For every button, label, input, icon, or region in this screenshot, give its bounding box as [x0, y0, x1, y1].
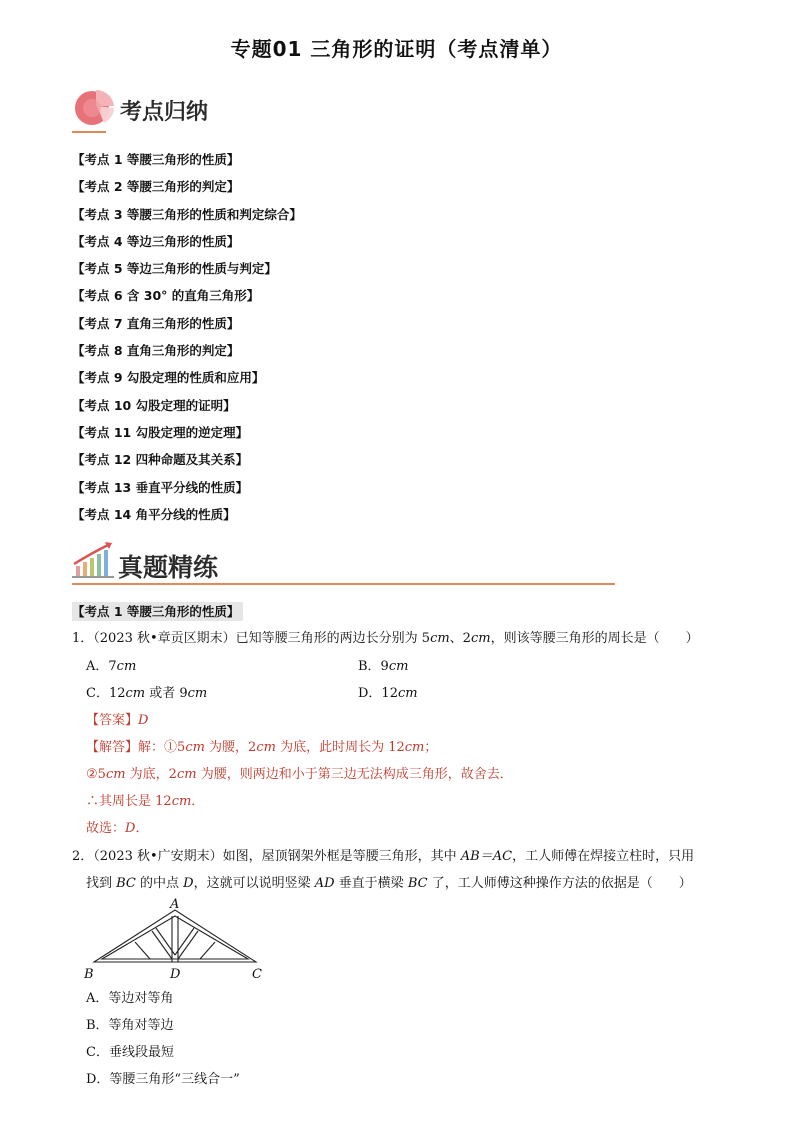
q2-option-d: D．等腰三角形“三线合一”	[86, 1072, 240, 1087]
page-title: 专题01 三角形的证明（考点清单）	[230, 37, 563, 61]
list-item: 【考点 2 等腰三角形的判定】	[72, 179, 240, 195]
vertex-label-c: C	[252, 967, 262, 982]
roof-truss-diagram	[80, 898, 280, 983]
section-underline	[72, 131, 106, 133]
bar-chart-icon	[72, 540, 118, 580]
list-item: 【考点 4 等边三角形的性质】	[72, 233, 240, 249]
q1-conclusion: ∴其周长是 12cm．	[86, 794, 205, 809]
q1-choice: 故选：D．	[86, 821, 149, 836]
list-item: 【考点 13 垂直平分线的性质】	[72, 479, 249, 495]
vertex-label-b: B	[84, 967, 94, 982]
list-item: 【考点 10 勾股定理的证明】	[72, 397, 236, 413]
list-item: 【考点 14 角平分线的性质】	[72, 506, 236, 522]
section-header-kaodian-guina	[72, 86, 252, 136]
list-item: 【考点 7 直角三角形的性质】	[72, 315, 240, 331]
section-underline	[72, 583, 615, 585]
current-kaodian-tag: 【考点 1 等腰三角形的性质】	[72, 602, 243, 621]
list-item: 【考点 6 含 30° 的直角三角形】	[72, 288, 260, 304]
list-item: 【考点 8 直角三角形的判定】	[72, 343, 240, 359]
list-item: 【考点 3 等腰三角形的性质和判定综合】	[72, 206, 302, 222]
q1-solution-step1: 【解答】解：①5cm 为腰，2cm 为底，此时周长为 12cm；	[86, 740, 438, 755]
section-label-zhenti-jinglian: 真题精练	[118, 553, 219, 582]
q1-answer: 【答案】D	[86, 713, 149, 728]
vertex-label-a: A	[170, 897, 180, 912]
q1-option-c: C．12cm 或者 9cm	[86, 686, 208, 701]
list-item: 【考点 11 勾股定理的逆定理】	[72, 424, 249, 440]
section-header-zhenti-jinglian	[72, 540, 617, 588]
q2-stem-line2: 找到 BC 的中点 D，这就可以说明竖梁 AD 垂直于横梁 BC 了，工人师傅这种操作方法的依据是（ ）	[86, 876, 692, 891]
q2-stem-line1: 2．（2023 秋•广安期末）如图，屋顶钢架外框是等腰三角形，其中 AB＝AC，工人师傅在焊接立柱时，只用	[72, 849, 695, 864]
q1-option-d: D．12cm	[358, 686, 418, 701]
vertex-label-d: D	[170, 967, 181, 982]
list-item: 【考点 5 等边三角形的性质与判定】	[72, 261, 277, 277]
q1-stem: 1．（2023 秋•章贡区期末）已知等腰三角形的两边长分别为 5cm、2cm，则该等腰三角形的周长是（ ）	[72, 631, 699, 646]
kaodian-list	[72, 150, 302, 532]
section-label-kaodian-guina: 考点归纳	[120, 100, 209, 125]
list-item: 【考点 12 四种命题及其关系】	[72, 452, 249, 468]
q2-option-a: A．等边对等角	[86, 991, 174, 1006]
list-item: 【考点 9 勾股定理的性质和应用】	[72, 370, 265, 386]
list-item: 【考点 1 等腰三角形的性质】	[72, 152, 240, 167]
q1-option-a: A．7cm	[86, 659, 137, 674]
q1-solution-step2: ②5cm 为底，2cm 为腰，则两边和小于第三边无法构成三角形，故舍去．	[86, 767, 513, 782]
q2-option-b: B．等角对等边	[86, 1018, 174, 1033]
q2-option-c: C．垂线段最短	[86, 1045, 174, 1060]
pie-chart-icon	[72, 86, 118, 132]
q1-option-b: B．9cm	[358, 659, 409, 674]
